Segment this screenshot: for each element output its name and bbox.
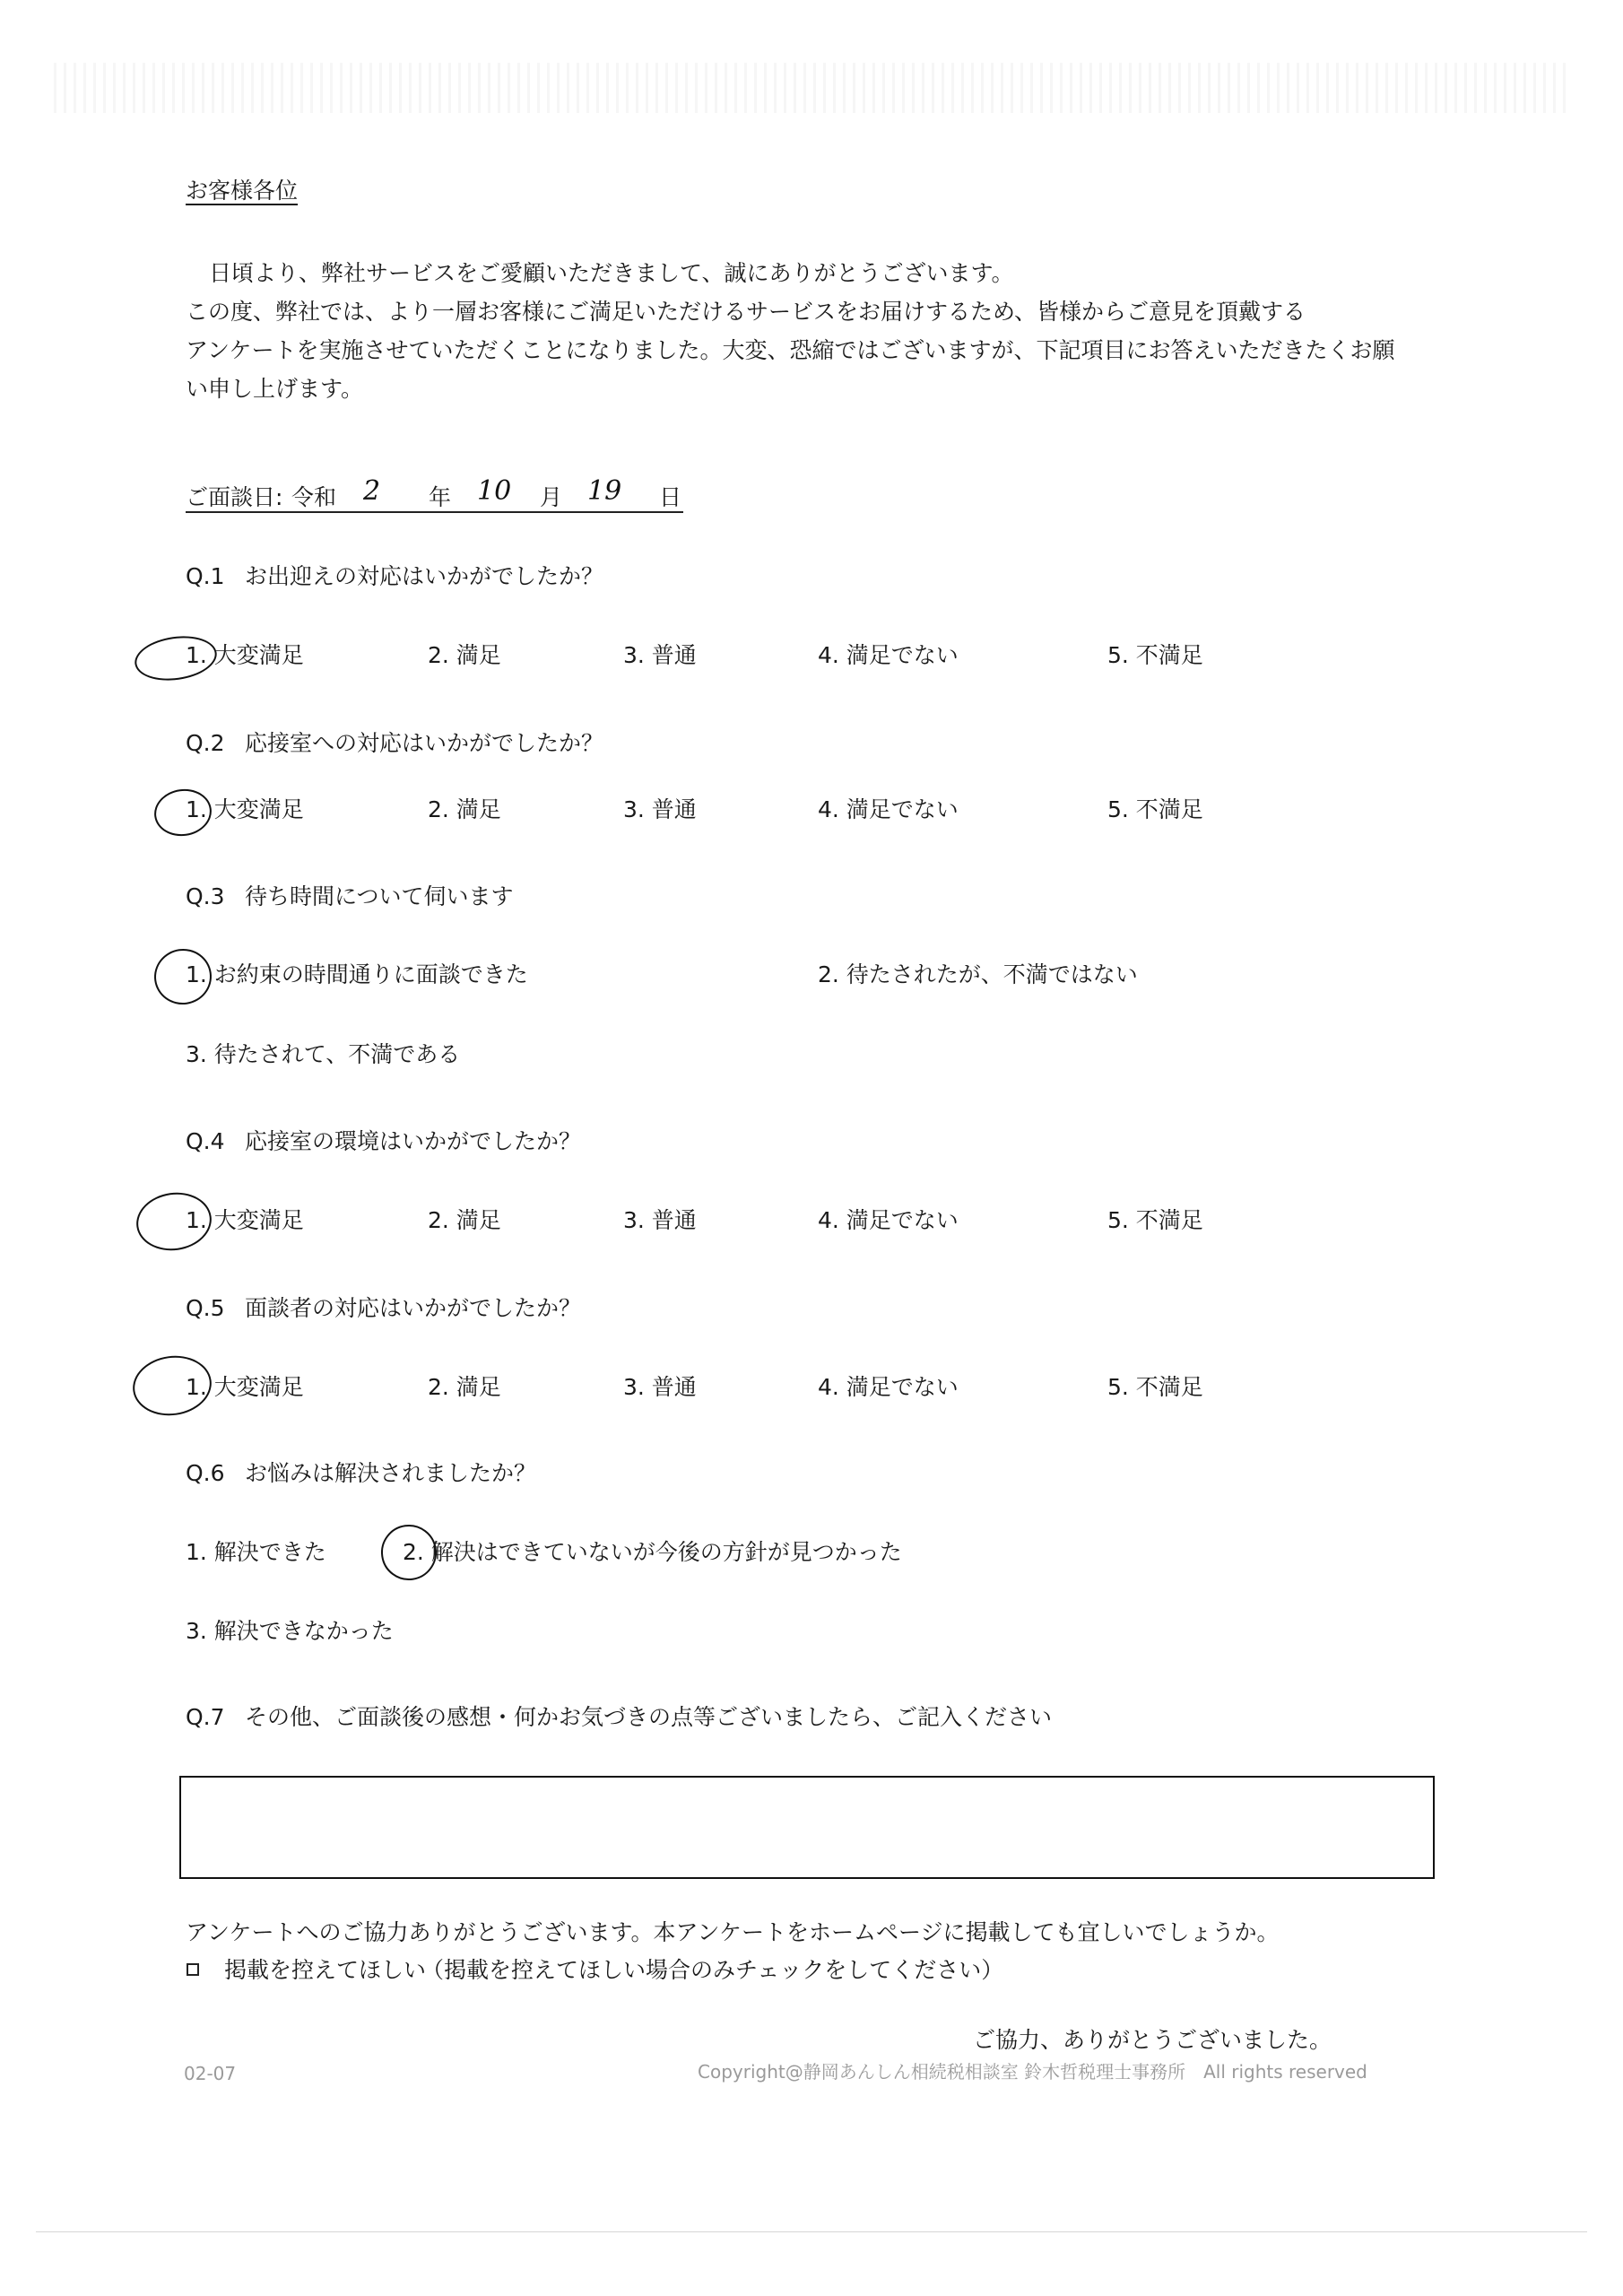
q5-option-2[interactable]: 2. 満足 xyxy=(428,1374,501,1400)
q5-option-1[interactable]: 1. 大変満足 xyxy=(186,1374,304,1400)
form-code: 02-07 xyxy=(184,2063,237,2084)
meeting-date-month-unit: 月 xyxy=(540,484,563,510)
publish-checkbox-note: （掲載を控えてほしい場合のみチェックをしてください） xyxy=(421,1957,1004,1983)
meeting-date-year-unit: 年 xyxy=(429,484,452,510)
meeting-date-day[interactable]: 19 xyxy=(587,475,622,507)
q4-option-2[interactable]: 2. 満足 xyxy=(428,1207,501,1233)
meeting-date-year[interactable]: 2 xyxy=(363,475,381,507)
q3-option-3[interactable]: 3. 待たされて、不満である xyxy=(186,1041,461,1067)
intro-line-2: この度、弊社では、より一層お客様にご満足いただけるサービスをお届けするため、皆様からご意見を頂戴する xyxy=(186,299,1306,325)
q1-option-2[interactable]: 2. 満足 xyxy=(428,642,501,668)
q6-option-3[interactable]: 3. 解決できなかった xyxy=(186,1618,394,1644)
q4-option-4[interactable]: 4. 満足でない xyxy=(818,1207,959,1233)
q6-option-2[interactable]: 2. 解決はできていないが今後の方針が見つかった xyxy=(403,1539,902,1565)
q6-number: Q.6 xyxy=(186,1460,225,1486)
meeting-date-day-unit: 日 xyxy=(659,484,682,510)
q4-option-1[interactable]: 1. 大変満足 xyxy=(186,1207,304,1233)
q2-option-5[interactable]: 5. 不満足 xyxy=(1107,796,1203,822)
q6-option-1[interactable]: 1. 解決できた xyxy=(186,1539,326,1565)
q7-answer-box[interactable] xyxy=(179,1776,1435,1879)
q6-text: お悩みは解決されましたか？ xyxy=(245,1460,537,1486)
publish-checkbox-label: 掲載を控えてほしい xyxy=(224,1957,427,1983)
q1-option-3[interactable]: 3. 普通 xyxy=(623,642,697,668)
q7-text: その他、ご面談後の感想・何かお気づきの点等ございましたら、ご記入ください xyxy=(245,1704,1053,1730)
q1-text: お出迎えの対応はいかがでしたか？ xyxy=(245,563,604,589)
q5-option-4[interactable]: 4. 満足でない xyxy=(818,1374,959,1400)
intro-line-3: アンケートを実施させていただくことになりました。大変、恐縮ではございますが、下記項目にお答えいただきたくお願 xyxy=(186,337,1395,363)
meeting-date-month[interactable]: 10 xyxy=(477,475,512,507)
intro-line-4: い申し上げます。 xyxy=(186,376,364,402)
q1-number: Q.1 xyxy=(186,563,225,589)
q3-text: 待ち時間について伺います xyxy=(245,883,514,909)
q7-number: Q.7 xyxy=(186,1704,225,1730)
meeting-date-label: ご面談日: xyxy=(186,484,283,510)
q3-option-2[interactable]: 2. 待たされたが、不満ではない xyxy=(818,961,1138,987)
meeting-date-line xyxy=(186,511,683,513)
q3-option-1[interactable]: 1. お約束の時間通りに面談できた xyxy=(186,961,528,987)
meeting-date-era: 令和 xyxy=(291,484,337,510)
q2-option-2[interactable]: 2. 満足 xyxy=(428,796,501,822)
q1-option-4[interactable]: 4. 満足でない xyxy=(818,642,959,668)
q4-option-5[interactable]: 5. 不満足 xyxy=(1107,1207,1203,1233)
q2-option-1[interactable]: 1. 大変満足 xyxy=(186,796,304,822)
q1-option-1[interactable]: 1. 大変満足 xyxy=(186,642,304,668)
closing-message: ご協力、ありがとうございました。 xyxy=(973,2027,1332,2053)
scan-noise xyxy=(54,63,1569,113)
q4-option-3[interactable]: 3. 普通 xyxy=(623,1207,697,1233)
q2-text: 応接室への対応はいかがでしたか？ xyxy=(245,730,604,756)
q2-option-3[interactable]: 3. 普通 xyxy=(623,796,697,822)
publish-opt-out-checkbox[interactable] xyxy=(187,1963,199,1976)
q4-number: Q.4 xyxy=(186,1128,225,1154)
intro-line-1: 日頃より、弊社サービスをご愛顧いただきまして、誠にありがとうございます。 xyxy=(209,260,1014,286)
q3-number: Q.3 xyxy=(186,883,225,909)
q5-text: 面談者の対応はいかがでしたか？ xyxy=(245,1295,582,1321)
q2-option-4[interactable]: 4. 満足でない xyxy=(818,796,959,822)
q5-number: Q.5 xyxy=(186,1295,225,1321)
publish-question: アンケートへのご協力ありがとうございます。本アンケートをホームページに掲載しても宜しいでしょうか。 xyxy=(186,1919,1280,1945)
q5-option-3[interactable]: 3. 普通 xyxy=(623,1374,697,1400)
q2-number: Q.2 xyxy=(186,730,225,756)
q4-text: 応接室の環境はいかがでしたか？ xyxy=(245,1128,582,1154)
q1-option-5[interactable]: 5. 不満足 xyxy=(1107,642,1203,668)
q5-option-5[interactable]: 5. 不満足 xyxy=(1107,1374,1203,1400)
page-bottom-rule xyxy=(36,2231,1587,2232)
copyright: Copyright@静岡あんしん相続税相談室 鈴木哲税理士事務所 All rights reserved xyxy=(698,2061,1367,2083)
greeting: お客様各位 xyxy=(186,178,299,204)
